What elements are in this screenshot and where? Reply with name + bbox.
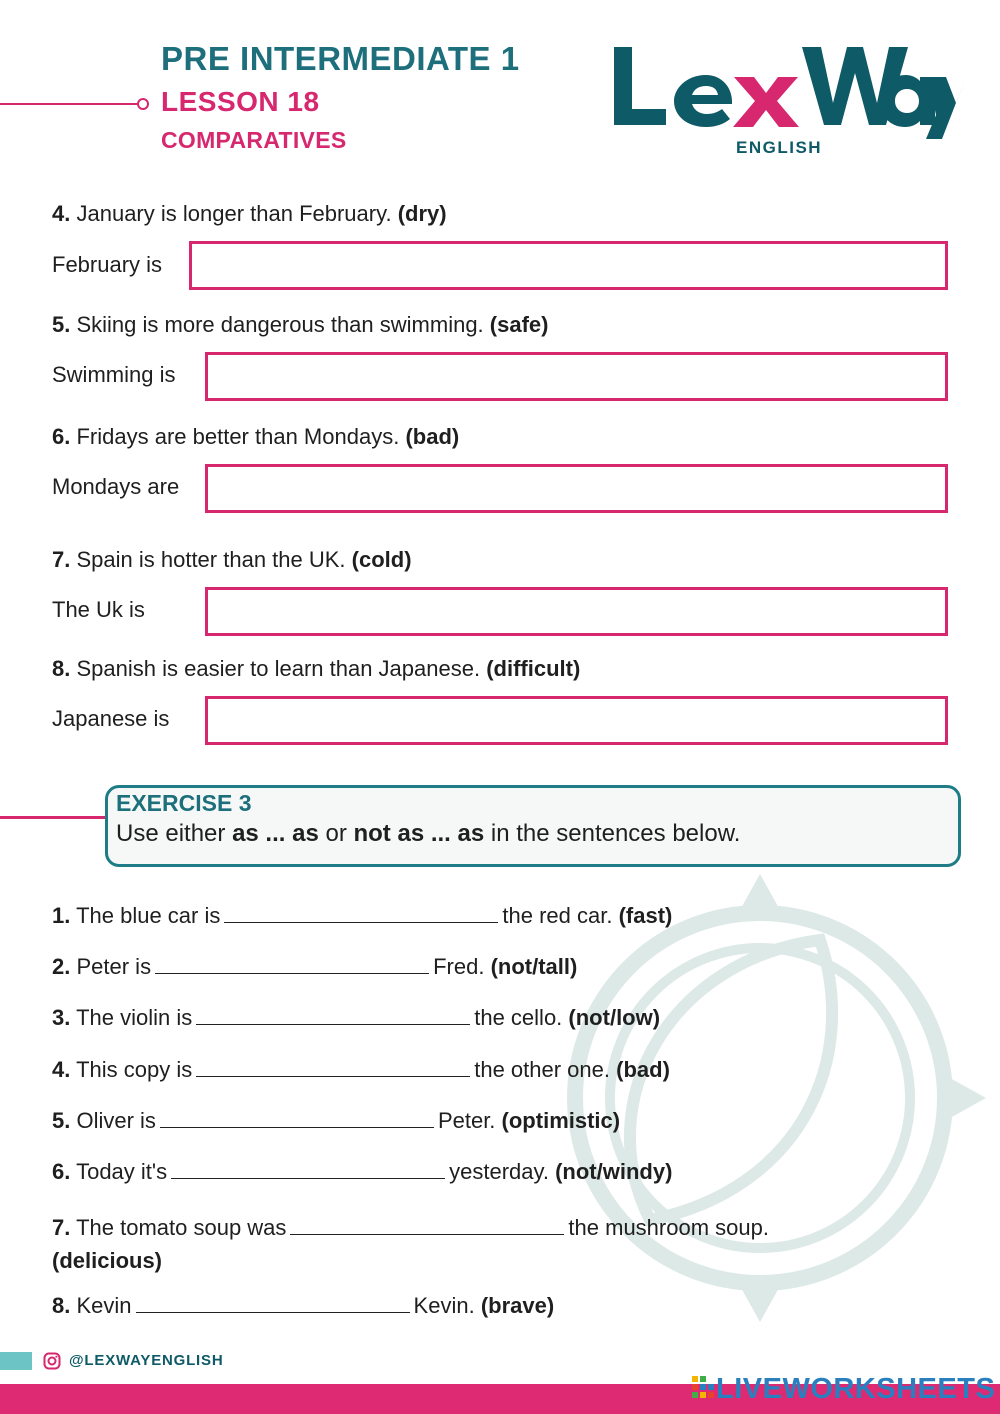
question-number: 6. [52,424,71,449]
answer-input-4[interactable] [192,244,945,287]
ex3-question-2 [52,953,577,980]
question-number: 7. [52,547,71,572]
question-hint: (safe) [489,312,549,337]
question-8 [52,656,580,682]
question-hint: (brave) [480,1293,555,1318]
exercise-instructions [116,820,740,848]
question-number: 3. [52,1005,71,1030]
answer-stem: February is [52,252,163,277]
social-handle: @LEXWAYENGLISH [69,1352,224,1369]
question-text: Peter is [76,954,152,979]
exercise-decor-line [0,816,107,819]
instagram-icon [43,1352,61,1370]
question-text: The violin is [76,1005,193,1030]
ex3-question-8 [52,1292,554,1319]
fill-blank[interactable] [196,1056,470,1077]
question-text: Peter. [437,1108,496,1133]
question-hint: (not/low) [568,1005,661,1030]
question-text: Spanish is easier to learn than Japanese. [76,656,481,681]
header-decor-dot [137,98,149,110]
question-text: The tomato soup was [76,1215,287,1240]
question-text: yesterday. [449,1159,549,1184]
question-text: Kevin [76,1293,132,1318]
question-text: Fridays are better than Mondays. [76,424,400,449]
question-text: Skiing is more dangerous than swimming. [76,312,484,337]
question-4 [52,201,447,227]
question-number: 6. [52,1159,71,1184]
footer-decor-block [0,1352,32,1370]
ex3-question-5 [52,1107,620,1134]
answer-box-8 [205,696,948,745]
question-number: 5. [52,312,71,337]
answer-input-7[interactable] [208,590,945,633]
answer-input-5[interactable] [208,355,945,398]
answer-box-6 [205,464,948,513]
question-number: 1. [52,903,71,928]
logo-subtitle: ENGLISH [736,138,823,157]
instr-bold: as ... as [232,820,319,847]
question-7 [52,547,412,573]
question-6 [52,424,459,450]
question-hint: (bad) [616,1057,670,1082]
question-text: Oliver is [76,1108,156,1133]
question-hint: (cold) [351,547,412,572]
answer-stem: Mondays are [52,474,180,499]
question-hint: (not/tall) [490,954,578,979]
question-number: 7. [52,1215,71,1240]
answer-box-7 [205,587,948,636]
question-hint: (not/windy) [555,1159,673,1184]
question-hint: (optimistic) [501,1108,621,1133]
instr-text: or [318,820,354,847]
answer-stem: Japanese is [52,706,170,731]
answer-input-8[interactable] [208,699,945,742]
ex3-question-3 [52,1004,660,1031]
question-text: Spain is hotter than the UK. [76,547,346,572]
question-number: 8. [52,656,71,681]
liveworksheets-logo-icon [692,1376,714,1404]
question-text: This copy is [76,1057,193,1082]
question-number: 4. [52,201,71,226]
ex3-question-6 [52,1158,672,1185]
question-text: the mushroom soup. [568,1215,769,1240]
question-text: the other one. [474,1057,611,1082]
question-text: Fred. [433,954,485,979]
answer-stem: Swimming is [52,362,176,387]
fill-blank[interactable] [171,1158,445,1179]
exercise-title: EXERCISE 3 [116,790,252,816]
question-hint: (fast) [618,903,673,928]
question-hint: (bad) [405,424,460,449]
question-text: Kevin. [413,1293,475,1318]
ex3-question-7 [52,1211,952,1277]
question-hint: (dry) [397,201,447,226]
answer-input-6[interactable] [208,467,945,510]
question-number: 2. [52,954,71,979]
fill-blank[interactable] [160,1107,434,1128]
fill-blank[interactable] [136,1292,410,1313]
question-text: the cello. [474,1005,563,1030]
question-number: 5. [52,1108,71,1133]
ex3-question-1 [52,902,672,929]
instr-text: in the sentences below. [484,820,741,847]
fill-blank[interactable] [155,953,429,974]
question-hint: (delicious) [52,1248,163,1273]
fill-blank[interactable] [224,902,498,923]
question-number: 4. [52,1057,71,1082]
liveworksheets-watermark: LIVEWORKSHEETS [716,1373,996,1405]
lesson-topic: COMPARATIVES [161,127,347,153]
fill-blank[interactable] [196,1004,470,1025]
instr-text: Use either [116,820,233,847]
question-hint: (difficult) [486,656,581,681]
header-decor-line [0,103,138,105]
answer-stem: The Uk is [52,597,145,622]
question-text: the red car. [502,903,613,928]
course-level: PRE INTERMEDIATE 1 [161,40,520,77]
question-text: January is longer than February. [76,201,392,226]
question-number: 8. [52,1293,71,1318]
ex3-question-4 [52,1056,670,1083]
question-text: The blue car is [76,903,221,928]
question-text: Today it's [76,1159,168,1184]
answer-box-4 [189,241,948,290]
fill-blank[interactable] [290,1214,564,1235]
lesson-number: LESSON 18 [161,86,320,117]
answer-box-5 [205,352,948,401]
instr-bold: not as ... as [353,820,485,847]
question-5 [52,312,548,338]
